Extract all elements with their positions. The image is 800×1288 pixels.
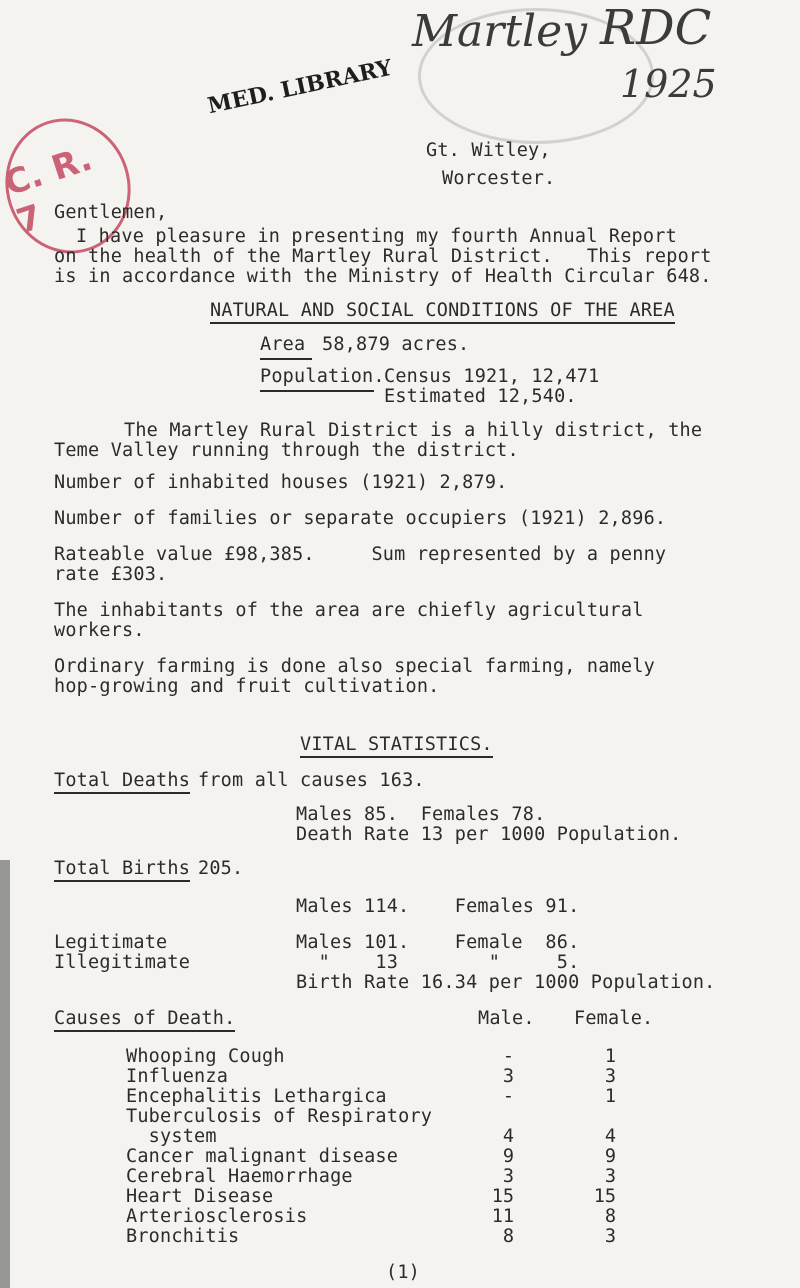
birth-rate: Birth Rate 16.34 per 1000 Population.: [296, 972, 716, 993]
legitimate-label: Legitimate: [54, 932, 168, 953]
cause-row-female: 1: [604, 1046, 616, 1067]
area-value: 58,879 acres.: [322, 334, 470, 355]
census-value: Census 1921, 12,471: [384, 366, 600, 387]
cause-row-male: 3: [502, 1166, 514, 1187]
intro-line-2: on the health of the Martley Rural District. This report: [54, 246, 712, 267]
address-line-2: Worcester.: [442, 168, 556, 189]
cause-row-name: Heart Disease: [126, 1186, 274, 1207]
births-by-sex: Males 114. Females 91.: [296, 896, 580, 917]
cause-row-male: 11: [491, 1206, 514, 1227]
cause-row-male: 9: [502, 1146, 514, 1167]
intro-line-3: is in accordance with the Ministry of Health Circular 648.: [54, 266, 712, 287]
illegitimate-label: Illegitimate: [54, 952, 191, 973]
greeting: Gentlemen,: [54, 202, 168, 223]
estimated-value: Estimated 12,540.: [384, 386, 577, 407]
cause-row-male: -: [502, 1086, 514, 1107]
rateable-value-1: Rateable value £98,385. Sum represented by a penny: [54, 544, 667, 565]
section-heading-vital-statistics: VITAL STATISTICS.: [300, 734, 493, 758]
cause-row-name: Cancer malignant disease: [126, 1146, 399, 1167]
district-description-2: Teme Valley running through the district.: [54, 440, 519, 461]
cause-row-female: 4: [604, 1126, 616, 1147]
cause-row-male: 3: [502, 1066, 514, 1087]
illegitimate-value: " 13 " 5.: [296, 952, 580, 973]
cause-row-name: Cerebral Haemorrhage: [126, 1166, 353, 1187]
binding-shadow: [0, 860, 10, 1288]
legitimate-value: Males 101. Female 86.: [296, 932, 580, 953]
library-stamp-seal: C. R. 7: [0, 102, 148, 270]
cause-row-name: Tuberculosis of Respiratory: [126, 1106, 433, 1127]
inhabitants-line-1: The inhabitants of the area are chiefly agricultural: [54, 600, 644, 621]
handwritten-year: 1925: [620, 62, 717, 106]
cause-row-name: Whooping Cough: [126, 1046, 285, 1067]
column-female: Female.: [574, 1008, 654, 1029]
inhabited-houses: Number of inhabited houses (1921) 2,879.: [54, 472, 508, 493]
total-deaths-label: Total Deaths: [54, 770, 190, 794]
population-underline: [260, 390, 374, 392]
area-label: Area: [260, 334, 306, 355]
cause-row-name: Influenza: [126, 1066, 229, 1087]
cause-row-female: 3: [604, 1226, 616, 1247]
cause-row-female: 15: [593, 1186, 616, 1207]
section-heading-natural-social: NATURAL AND SOCIAL CONDITIONS OF THE AREA: [210, 300, 675, 324]
district-description-1: The Martley Rural District is a hilly district, the: [124, 420, 703, 441]
total-deaths-value: from all causes 163.: [198, 770, 425, 791]
cause-row-male: 15: [491, 1186, 514, 1207]
page-number: (1): [386, 1262, 421, 1283]
causes-of-death-heading: Causes of Death.: [54, 1008, 235, 1032]
cause-row-name: Arteriosclerosis: [126, 1206, 308, 1227]
total-births-label: Total Births: [54, 858, 190, 882]
total-births-value: 205.: [198, 858, 244, 879]
handwritten-district-name: Martley: [412, 6, 587, 57]
farming-line-2: hop-growing and fruit cultivation.: [54, 676, 440, 697]
families-count: Number of families or separate occupiers (1921) 2,896.: [54, 508, 667, 529]
cause-row-male: -: [502, 1046, 514, 1067]
cause-row-male: 4: [502, 1126, 514, 1147]
cause-row-female: 8: [604, 1206, 616, 1227]
population-label: Population.: [260, 366, 385, 387]
cause-row-female: 9: [604, 1146, 616, 1167]
cause-row-female: 3: [604, 1166, 616, 1187]
med-library-stamp: MED. LIBRARY: [205, 54, 395, 120]
cause-row-name: system: [126, 1126, 217, 1147]
farming-line-1: Ordinary farming is done also special farming, namely: [54, 656, 655, 677]
cause-row-name: Bronchitis: [126, 1226, 240, 1247]
address-line-1: Gt. Witley,: [426, 140, 551, 161]
intro-line-1: I have pleasure in presenting my fourth Annual Report: [76, 226, 677, 247]
inhabitants-line-2: workers.: [54, 620, 145, 641]
area-underline: [260, 358, 312, 360]
rateable-value-2: rate £303.: [54, 564, 168, 585]
cause-row-female: 3: [604, 1066, 616, 1087]
handwritten-reference: RDC: [600, 0, 712, 56]
cause-row-female: 1: [604, 1086, 616, 1107]
death-rate: Death Rate 13 per 1000 Population.: [296, 824, 682, 845]
cause-row-name: Encephalitis Lethargica: [126, 1086, 387, 1107]
cause-row-male: 8: [502, 1226, 514, 1247]
deaths-by-sex: Males 85. Females 78.: [296, 804, 546, 825]
column-male: Male.: [478, 1008, 535, 1029]
